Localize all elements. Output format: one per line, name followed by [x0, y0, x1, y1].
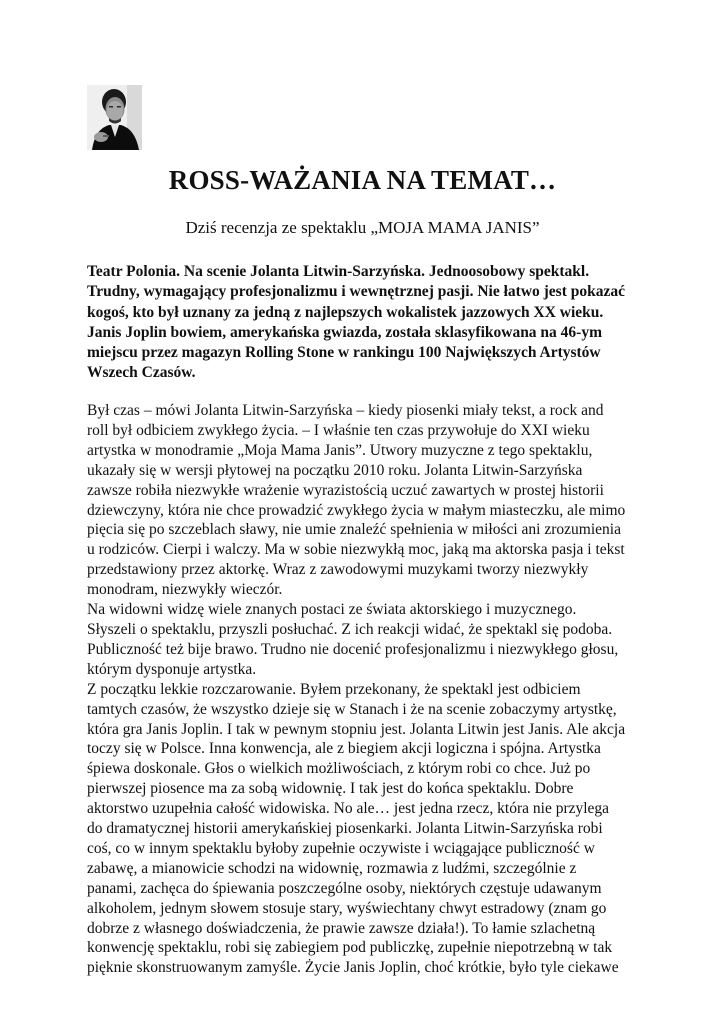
body-line: która gra Janis Joplin. I tak w pewnym stopniu jest. Jolanta Litwin jest Janis. Ale akcja	[87, 720, 626, 738]
author-photo	[87, 85, 142, 150]
body-line: Był czas – mówi Jolanta Litwin-Sarzyńska – kiedy piosenki miały tekst, a rock and	[87, 402, 604, 419]
article-subtitle: Dziś recenzja ze spektaklu „MOJA MAMA JANIS”	[185, 218, 540, 237]
body-line: Z początku lekkie rozczarowanie. Byłem przekonany, że spektakl jest odbiciem	[87, 680, 581, 698]
body-line: do dramatycznej historii amerykańskiej piosenkarki. Jolanta Litwin-Sarzyńska robi	[87, 820, 603, 838]
body-line: pięcia się po szczeblach sławy, nie umie znaleźć spełnienia w miłości ani zrozumienia	[87, 521, 621, 539]
body-line: którym dysponuje artystka.	[87, 660, 257, 678]
body-line: zawsze robiła niezwykłe wrażenie wyrazistością uczuć zawartych w prostej historii	[87, 481, 604, 499]
body-line: monodram, niezwykły wieczór.	[87, 581, 283, 599]
body-line: aktorstwo uzupełnia całość widowiska. No ale… jest jedna rzecz, która nie przylega	[87, 800, 610, 818]
body-line: artystka w monodramie „Moja Mama Janis”. Utwory muzyczne z tego spektaklu,	[87, 441, 593, 459]
body-line: konwencję spektaklu, robi się zabiegiem pod publiczkę, zupełnie niepotrzebną w tak	[87, 939, 613, 957]
body-line: śpiewa doskonale. Głos o wielkich możliwościach, z którym robi co chce. Już po	[87, 760, 591, 778]
body-line: ukazały się w wersji płytowej na początku 2010 roku. Jolanta Litwin-Sarzyńska	[87, 461, 583, 479]
body-line: u rodziców. Cierpi i walczy. Ma w sobie niezwykłą moc, jaką ma aktorska pasja i tekst	[87, 541, 625, 559]
body-line: pięknie skonstruowanym zamyśle. Życie Janis Joplin, choć krótkie, było tyle ciekawe	[87, 959, 619, 977]
body-line: Publiczność też bije brawo. Trudno nie docenić profesjonalizmu i niezwykłego głosu,	[87, 640, 619, 658]
body-line: tamtych czasów, że wszystko dzieje się w Stanach i że na scenie zobaczymy artystkę,	[87, 700, 617, 718]
body-line: przedstawiony przez aktorkę. Wraz z zawodowymi muzykami tworzy niezwykły	[87, 561, 589, 579]
article-title: ROSS-WAŻANIA NA TEMAT…	[168, 165, 557, 195]
lead-paragraph	[87, 262, 635, 384]
lead-line: Janis Joplin bowiem, amerykańska gwiazda, została sklasyfikowana na 46-ym	[87, 323, 603, 341]
lead-line: Trudny, wymagający profesjonalizmu i wewnętrznej pasji. Nie łatwo jest pokazać	[87, 283, 625, 301]
article-body	[87, 401, 635, 978]
lead-line: miejscu przez magazyn Rolling Stone w rankingu 100 Największych Artystów	[87, 344, 601, 362]
body-line: zabawę, a mianowicie schodzi na widownię, rozmawia z ludźmi, szczególnie z	[87, 859, 577, 877]
body-line: pierwszej piosence ma za sobą widownię. I tak jest do końca spektaklu. Dobre	[87, 780, 574, 798]
lead-line: Teatr Polonia. Na scenie Jolanta Litwin-Sarzyńska. Jednoosobowy spektakl.	[87, 263, 590, 280]
body-line: panami, zachęca do śpiewania poszczególne osoby, niektórych częstuje udawanym	[87, 879, 602, 897]
body-line: Słyszeli o spektaklu, przyszli posłuchać. Z ich reakcji widać, że spektakl się podoba.	[87, 620, 613, 638]
body-line: dobrze z własnego doświadczenia, że prawie zawsze działa!). To łamie szlachetną	[87, 919, 596, 937]
body-line: coś, co w innym spektaklu byłoby zupełnie oczywiste i wciągające publiczność w	[87, 839, 595, 857]
body-line: alkoholem, jednym słowem stosuje stary, wyświechtany chwyt estradowy (znam go	[87, 899, 607, 917]
lead-line: Wszech Czasów.	[87, 364, 196, 382]
lead-line: kogoś, kto był uznany za jedną z najlepszych wokalistek jazzowych XX wieku.	[87, 303, 604, 321]
body-line: roll był odbiciem zwykłego życia. – I właśnie ten czas przywołuje do XXI wieku	[87, 421, 590, 439]
body-line: toczy się w Polsce. Inna konwencja, ale z biegiem akcji logiczna i spójna. Artystka	[87, 740, 601, 758]
body-line: Na widowni widzę wiele znanych postaci ze świata aktorskiego i muzycznego.	[87, 601, 577, 619]
body-line: dziewczyny, która nie chce prowadzić zwykłego życia w małym miasteczku, ale mimo	[87, 501, 626, 519]
